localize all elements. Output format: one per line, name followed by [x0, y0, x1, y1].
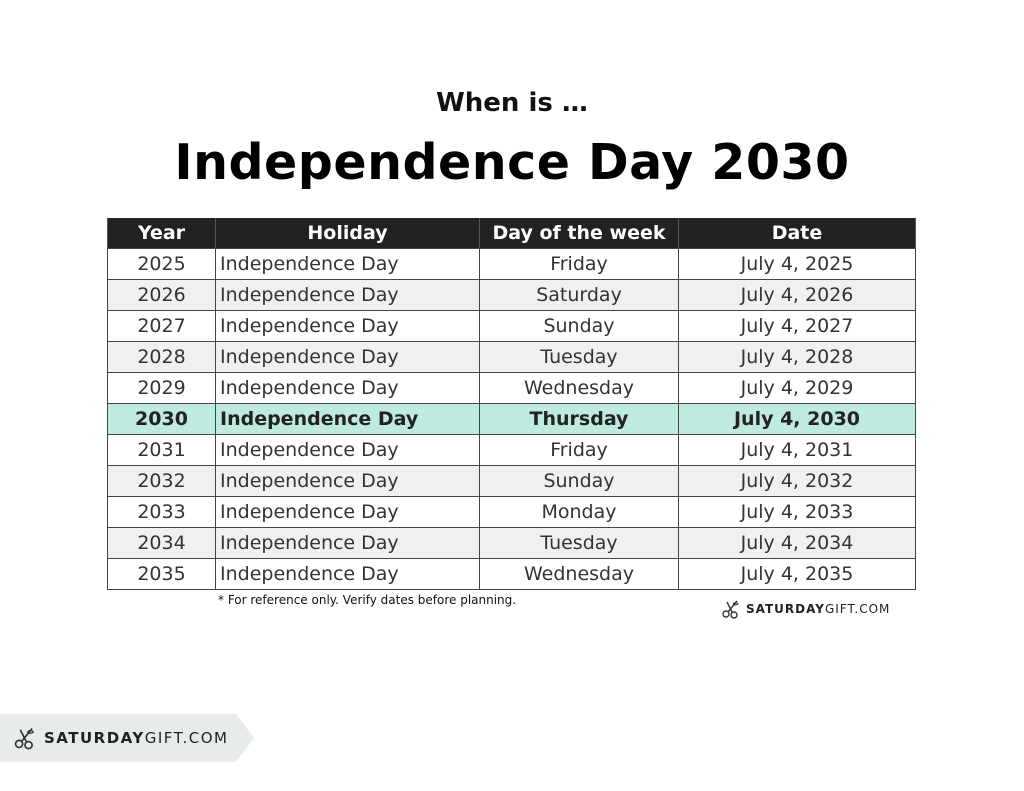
cell-date: July 4, 2029 [679, 373, 916, 404]
page-title: Independence Day 2030 [174, 134, 850, 191]
cell-date: July 4, 2031 [679, 435, 916, 466]
scissors-ribbon-icon [720, 598, 742, 620]
scissors-ribbon-icon [12, 725, 38, 751]
cell-year: 2030 [108, 404, 216, 435]
cell-holiday: Independence Day [216, 342, 480, 373]
cell-year: 2025 [108, 249, 216, 280]
header-holiday: Holiday [216, 218, 480, 249]
cell-holiday: Independence Day [216, 373, 480, 404]
cell-day-of-week: Friday [480, 435, 679, 466]
cell-year: 2026 [108, 280, 216, 311]
table-header-row [108, 218, 916, 249]
table-row [108, 342, 916, 373]
cell-holiday: Independence Day [216, 280, 480, 311]
cell-year: 2034 [108, 528, 216, 559]
cell-date: July 4, 2030 [679, 404, 916, 435]
cell-holiday: Independence Day [216, 559, 480, 590]
table-row [108, 280, 916, 311]
cell-year: 2033 [108, 497, 216, 528]
table-row [108, 249, 916, 280]
cell-holiday: Independence Day [216, 528, 480, 559]
cell-day-of-week: Monday [480, 497, 679, 528]
table-row [108, 559, 916, 590]
cell-holiday: Independence Day [216, 404, 480, 435]
table-row [108, 497, 916, 528]
cell-date: July 4, 2033 [679, 497, 916, 528]
cell-day-of-week: Sunday [480, 311, 679, 342]
brand-banner [0, 714, 236, 762]
table-row [108, 466, 916, 497]
page-subtitle: When is … [436, 88, 588, 118]
cell-day-of-week: Friday [480, 249, 679, 280]
cell-year: 2029 [108, 373, 216, 404]
cell-holiday: Independence Day [216, 435, 480, 466]
cell-year: 2032 [108, 466, 216, 497]
cell-day-of-week: Tuesday [480, 342, 679, 373]
cell-date: July 4, 2028 [679, 342, 916, 373]
cell-year: 2028 [108, 342, 216, 373]
table-row [108, 373, 916, 404]
cell-day-of-week: Thursday [480, 404, 679, 435]
cell-holiday: Independence Day [216, 466, 480, 497]
cell-year: 2035 [108, 559, 216, 590]
table-row [108, 404, 916, 435]
table-body [108, 249, 916, 590]
cell-year: 2027 [108, 311, 216, 342]
cell-date: July 4, 2035 [679, 559, 916, 590]
table-row [108, 435, 916, 466]
cell-holiday: Independence Day [216, 249, 480, 280]
cell-day-of-week: Saturday [480, 280, 679, 311]
cell-day-of-week: Wednesday [480, 373, 679, 404]
cell-date: July 4, 2032 [679, 466, 916, 497]
cell-date: July 4, 2027 [679, 311, 916, 342]
cell-holiday: Independence Day [216, 311, 480, 342]
brand-text-small: SATURDAYGIFT.COM [746, 602, 891, 616]
cell-day-of-week: Wednesday [480, 559, 679, 590]
cell-day-of-week: Tuesday [480, 528, 679, 559]
cell-date: July 4, 2025 [679, 249, 916, 280]
header-year: Year [108, 218, 216, 249]
header-date: Date [679, 218, 916, 249]
cell-year: 2031 [108, 435, 216, 466]
brand-logo-small [720, 598, 890, 620]
footnote: * For reference only. Verify dates before planning. [218, 593, 517, 607]
cell-date: July 4, 2034 [679, 528, 916, 559]
header-day-of-week: Day of the week [480, 218, 679, 249]
table-row [108, 528, 916, 559]
table-row [108, 311, 916, 342]
cell-holiday: Independence Day [216, 497, 480, 528]
cell-date: July 4, 2026 [679, 280, 916, 311]
brand-text-banner: SATURDAYGIFT.COM [44, 729, 229, 747]
holiday-table [107, 218, 916, 590]
cell-day-of-week: Sunday [480, 466, 679, 497]
